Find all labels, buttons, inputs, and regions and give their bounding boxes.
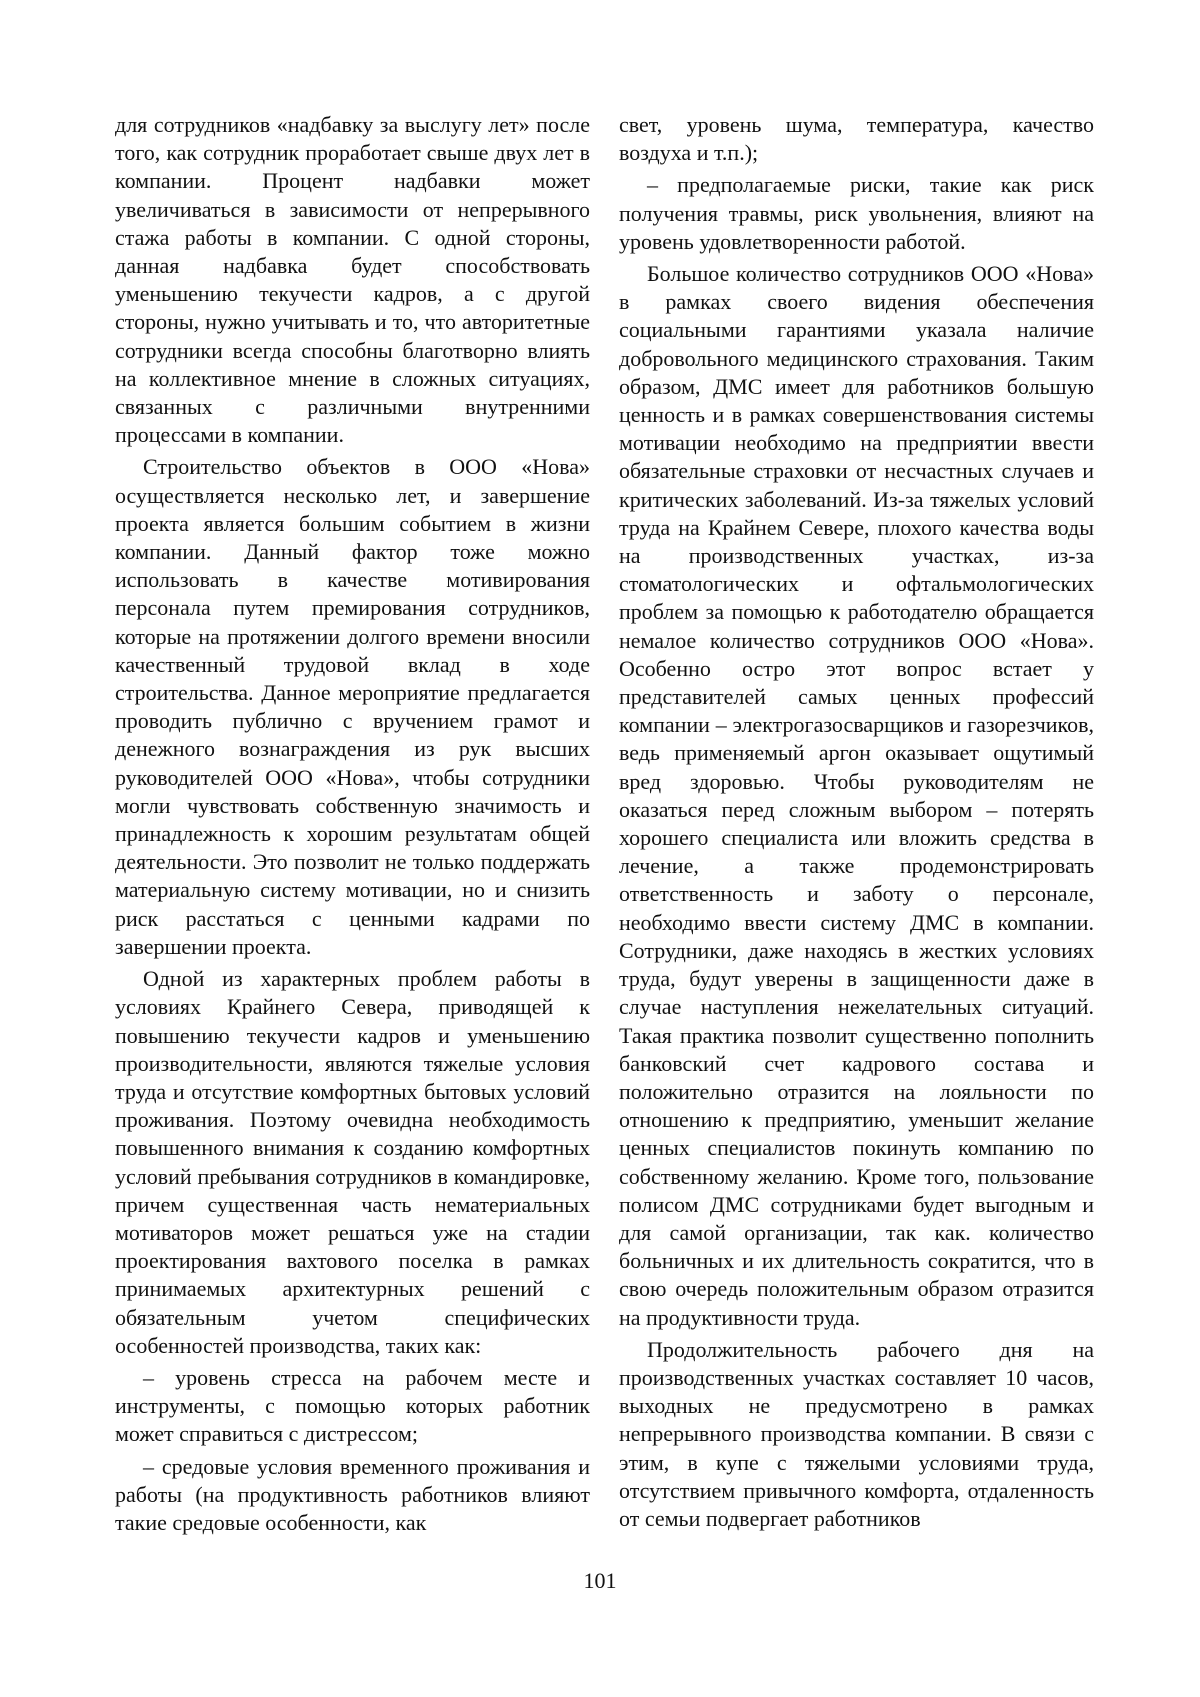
paragraph: Одной из характерных проблем работы в условиях Крайнего Севера, приводящей к повышению текучести кадров и уменьшению производительности, являются тяжелые условия труда и отсутствие комфортных бытовых условий проживания. Поэтому очевидна необходимость повышенного внимания к созданию комфортных условий пребывания сотрудников в командировке, причем существенная часть нематериальных мотиваторов может решаться уже на стадии проектирования вахтового поселка в рамках принимаемых архитектурных решений с обязательным учетом специфических особенностей производства, таких как:	[115, 966, 590, 1358]
paragraph: Продолжительность рабочего дня на производственных участках составляет 10 часов, выходных не предусмотрено в рамках непрерывного производства компании. В связи с этим, в купе с тяжелыми условиями труда, отсутствием привычного комфорта, отдаленность от семьи подвергает работников	[619, 1336, 1094, 1531]
left-text-column	[115, 111, 590, 1541]
paragraph: свет, уровень шума, температура, качество воздуха и т.п.);	[619, 112, 1094, 166]
paragraph: для сотрудников «надбавку за выслугу лет» после того, как сотрудник проработает свыше двух лет в компании. Процент надбавки может увеличиваться в зависимости от непрерывного стажа работы в компании. С одной стороны, данная надбавка будет способствовать уменьшению текучести кадров, а с другой стороны, нужно учитывать и то, что авторитетные сотрудники всегда способны благотворно влиять на коллективное мнение в сложных ситуациях, связанных с различными внутренними процессами в компании.	[115, 112, 590, 448]
page-number: 101	[583, 1568, 617, 1593]
paragraph: Большое количество сотрудников ООО «Нова» в рамках своего видения обеспечения социальными гарантиями указала наличие добровольного медицинского страхования. Таким образом, ДМС имеет для работников большую ценность и в рамках совершенствования системы мотивации необходимо на предприятии ввести обязательные страховки от несчастных случаев и критических заболеваний. Из-за тяжелых условий труда на Крайнем Севере, плохого качества воды на производственных участках, из-за стоматологических и офтальмологических проблем за помощью к работодателю обращается немалое количество сотрудников ООО «Нова». Особенно остро этот вопрос встает у представителей самых ценных профессий компании – электрогазосварщиков и газорезчиков, ведь применяемый аргон оказывает ощутимый вред здоровью. Чтобы руководителям не оказаться перед сложным выбором – потерять хорошего специалиста или вложить средства в лечение, а также продемонстрировать ответственность и заботу о персонале, необходимо ввести систему ДМС в компании. Сотрудники, даже находясь в жестких условиях труда, будут уверены в защищенности даже в случае наступления нежелательных ситуаций. Такая практика позволит существенно пополнить банковский счет кадрового состава и положительно отразится на лояльности по отношению к предприятию, уменьшит желание ценных специалистов покинуть компанию по собственному желанию. Кроме того, пользование полисом ДМС сотрудниками будет выгодным и для самой организации, так как. количество больничных и их длительность сократится, что в свою очередь положительным образом отразится на продуктивности труда.	[619, 261, 1094, 1330]
list-item-paragraph: – предполагаемые риски, такие как риск получения травмы, риск увольнения, влияют на уровень удовлетворенности работой.	[619, 172, 1094, 254]
list-item-paragraph: – уровень стресса на рабочем месте и инструменты, с помощью которых работник может справиться с дистрессом;	[115, 1364, 590, 1447]
list-item-paragraph: – средовые условия временного проживания и работы (на продуктивность работников влияют такие средовые особенности, как	[115, 1453, 590, 1535]
paragraph: Строительство объектов в ООО «Нова» осуществляется несколько лет, и завершение проекта является большим событием в жизни компании. Данный фактор тоже можно использовать в качестве мотивирования персонала путем премирования сотрудников, которые на протяжении долгого времени вносили качественный трудовой вклад в ходе строительства. Данное мероприятие предлагается проводить публично с вручением грамот и денежного вознаграждения из рук высших руководителей ООО «Нова», чтобы сотрудники могли чувствовать собственную значимость и принадлежность к хорошим результатам общей деятельности. Это позволит не только поддержать материальную систему мотивации, но и снизить риск расстаться с ценными кадрами по завершении проекта.	[115, 454, 590, 959]
right-text-column	[619, 111, 1094, 1537]
